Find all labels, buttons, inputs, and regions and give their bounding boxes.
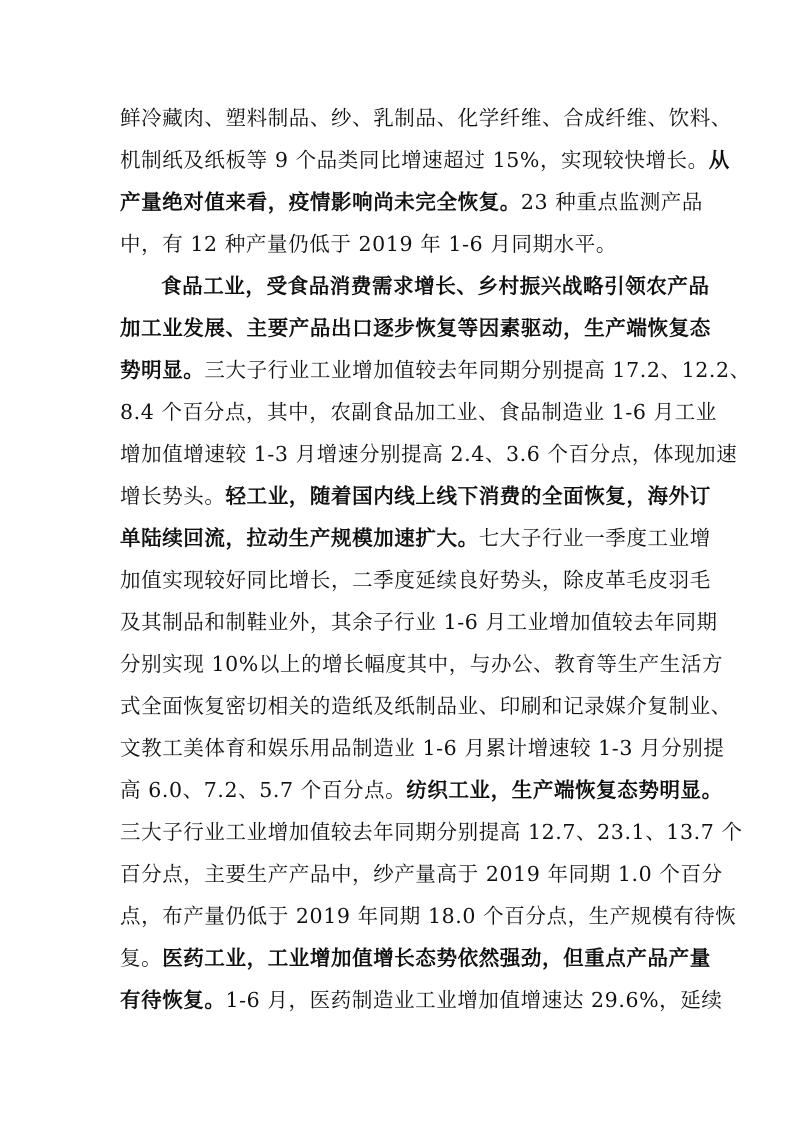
- text-line-5: [161, 274, 721, 298]
- text-segment: 文教工美体育和娱乐用品制造业 1-6 月累计增速较 1-3 月分别提: [120, 736, 725, 760]
- text-line-4: [120, 232, 680, 256]
- text-segment: 三大子行业工业增加值较去年同期分别提高 12.7、23.1、13.7 个: [120, 820, 743, 844]
- bold-text-segment: 从: [708, 148, 730, 172]
- bold-text-segment: 轻工业，随着国内线上线下消费的全面恢复，海外订: [225, 484, 711, 508]
- text-segment: 七大子行业一季度工业增: [478, 526, 711, 550]
- text-line-6: [120, 316, 711, 340]
- text-line-8: [120, 400, 717, 424]
- text-segment: 分别实现 10%以上的增长幅度其中，与办公、教育等生产生活方: [120, 652, 724, 676]
- text-line-17: [120, 778, 723, 802]
- text-segment: 高 6.0、7.2、5.7 个百分点。: [120, 778, 407, 802]
- text-line-15: [120, 694, 732, 718]
- bold-text-segment: 单陆续回流，拉动生产规模加速扩大。: [120, 526, 479, 550]
- text-segment: 23 种重点监测产品: [520, 190, 704, 214]
- text-line-14: [120, 652, 724, 676]
- text-segment: 加值实现较好同比增长，二季度延续良好势头，除皮革毛皮羽毛: [120, 568, 711, 592]
- text-line-11: [120, 526, 711, 550]
- text-segment: 增长势头。: [120, 484, 226, 508]
- bold-text-segment: 纺织工业，生产端恢复态势明显。: [406, 778, 723, 802]
- text-segment: 8.4 个百分点，其中，农副食品加工业、食品制造业 1-6 月工业: [120, 400, 717, 424]
- text-line-21: [120, 946, 711, 970]
- text-line-2: [120, 148, 730, 172]
- text-segment: 三大子行业工业增加值较去年同期分别提高 17.2、12.2、: [204, 358, 751, 382]
- text-segment: 1-6 月，医药制造业工业增加值增速达 29.6%，延续: [225, 988, 723, 1012]
- bold-text-segment: 产量绝对值来看，疫情影响尚未完全恢复。: [120, 190, 521, 214]
- text-line-7: [120, 358, 751, 382]
- bold-text-segment: 加工业发展、主要产品出口逐步恢复等因素驱动，生产端恢复态: [120, 316, 711, 340]
- text-line-3: [120, 190, 704, 214]
- bold-text-segment: 医药工业，工业增加值增长态势依然强劲，但重点产品产量: [162, 946, 711, 970]
- text-line-18: [120, 820, 743, 844]
- text-line-1: [120, 106, 732, 130]
- text-line-9: [120, 442, 738, 466]
- text-segment: 增加值增速较 1-3 月增速分别提高 2.4、3.6 个百分点，体现加速: [120, 442, 738, 466]
- text-segment: 鲜冷藏肉、塑料制品、纱、乳制品、化学纤维、合成纤维、饮料、: [120, 106, 732, 130]
- text-line-19: [120, 862, 723, 886]
- bold-text-segment: 有待恢复。: [120, 988, 226, 1012]
- text-segment: 式全面恢复密切相关的造纸及纸制品业、印刷和记录媒介复制业、: [120, 694, 732, 718]
- text-segment: 点，布产量仍低于 2019 年同期 18.0 个百分点，生产规模有待恢: [120, 904, 737, 928]
- text-segment: 中，有 12 种产量仍低于 2019 年 1-6 月同期水平。: [120, 232, 617, 256]
- text-segment: 及其制品和制鞋业外，其余子行业 1-6 月工业增加值较去年同期: [120, 610, 718, 634]
- text-line-12: [120, 568, 711, 592]
- bold-text-segment: 食品工业，受食品消费需求增长、乡村振兴战略引领农产品: [161, 274, 710, 298]
- text-line-16: [120, 736, 725, 760]
- text-segment: 机制纸及纸板等 9 个品类同比增速超过 15%，实现较快增长。: [120, 148, 709, 172]
- text-line-13: [120, 610, 718, 634]
- text-segment: 复。: [120, 946, 163, 970]
- text-line-20: [120, 904, 737, 928]
- text-segment: 百分点，主要生产产品中，纱产量高于 2019 年同期 1.0 个百分: [120, 862, 723, 886]
- text-line-10: [120, 484, 711, 508]
- bold-text-segment: 势明显。: [120, 358, 205, 382]
- text-line-22: [120, 988, 723, 1012]
